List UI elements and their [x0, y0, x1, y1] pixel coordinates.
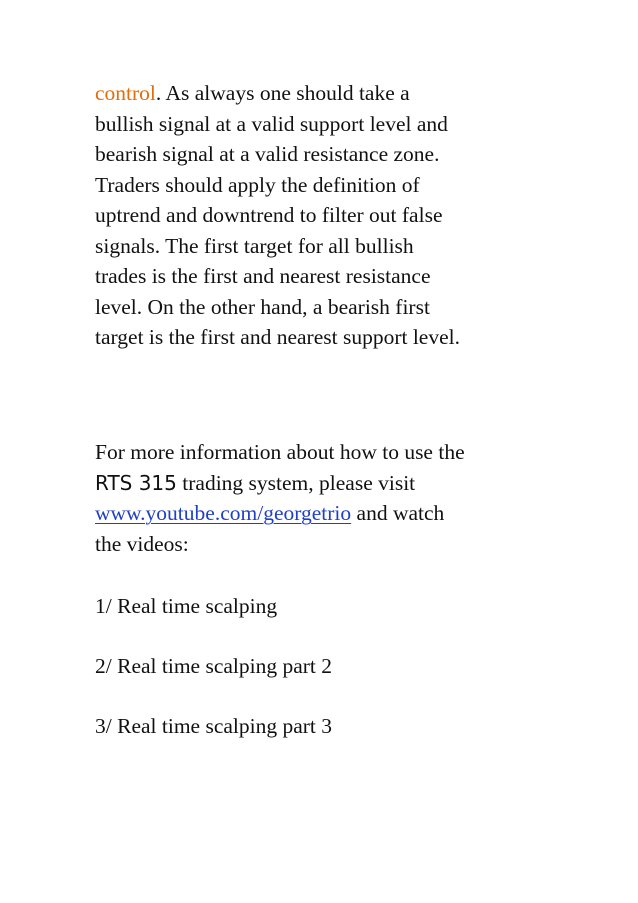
- paragraph-line: [95, 468, 615, 499]
- paragraph-line: the videos:: [95, 531, 189, 556]
- paragraph-line-text: trading system, please visit: [176, 470, 416, 495]
- accent-word-control: control: [95, 81, 156, 105]
- paragraph-line: bullish signal at a valid support level and: [95, 111, 448, 136]
- paragraph-line: [95, 498, 615, 529]
- paragraph-line-text: . As always one should take a: [155, 81, 410, 105]
- paragraph-line: Traders should apply the definition of: [95, 172, 420, 197]
- paragraph-line-text: and watch: [351, 501, 445, 525]
- paragraph-line: signals. The first target for all bullish: [95, 233, 414, 258]
- more-information-paragraph: [95, 437, 615, 559]
- paragraph-line: bearish signal at a valid resistance zone.: [95, 142, 440, 166]
- paragraph-line: level. On the other hand, a bearish first: [95, 294, 430, 319]
- paragraph-line: target is the first and nearest support level.: [95, 325, 460, 349]
- video-title: 2/ Real time scalping part 2: [95, 654, 333, 678]
- paragraph-line: trades is the first and nearest resistance: [95, 264, 431, 288]
- video-list-item: [95, 591, 615, 622]
- paragraph-line: uptrend and downtrend to filter out false: [95, 203, 443, 227]
- video-title: 3/ Real time scalping part 3: [95, 714, 333, 738]
- video-list-item: [95, 711, 615, 742]
- youtube-channel-link[interactable]: www.youtube.com/georgetrio: [95, 501, 352, 525]
- paragraph-line: For more information about how to use the: [95, 440, 465, 464]
- video-title: 1/ Real time scalping: [95, 594, 278, 618]
- trading-rules-paragraph: [95, 78, 615, 353]
- video-list-item: [95, 651, 615, 682]
- system-name: RTS 315: [95, 470, 177, 495]
- paragraph-line: [95, 78, 615, 109]
